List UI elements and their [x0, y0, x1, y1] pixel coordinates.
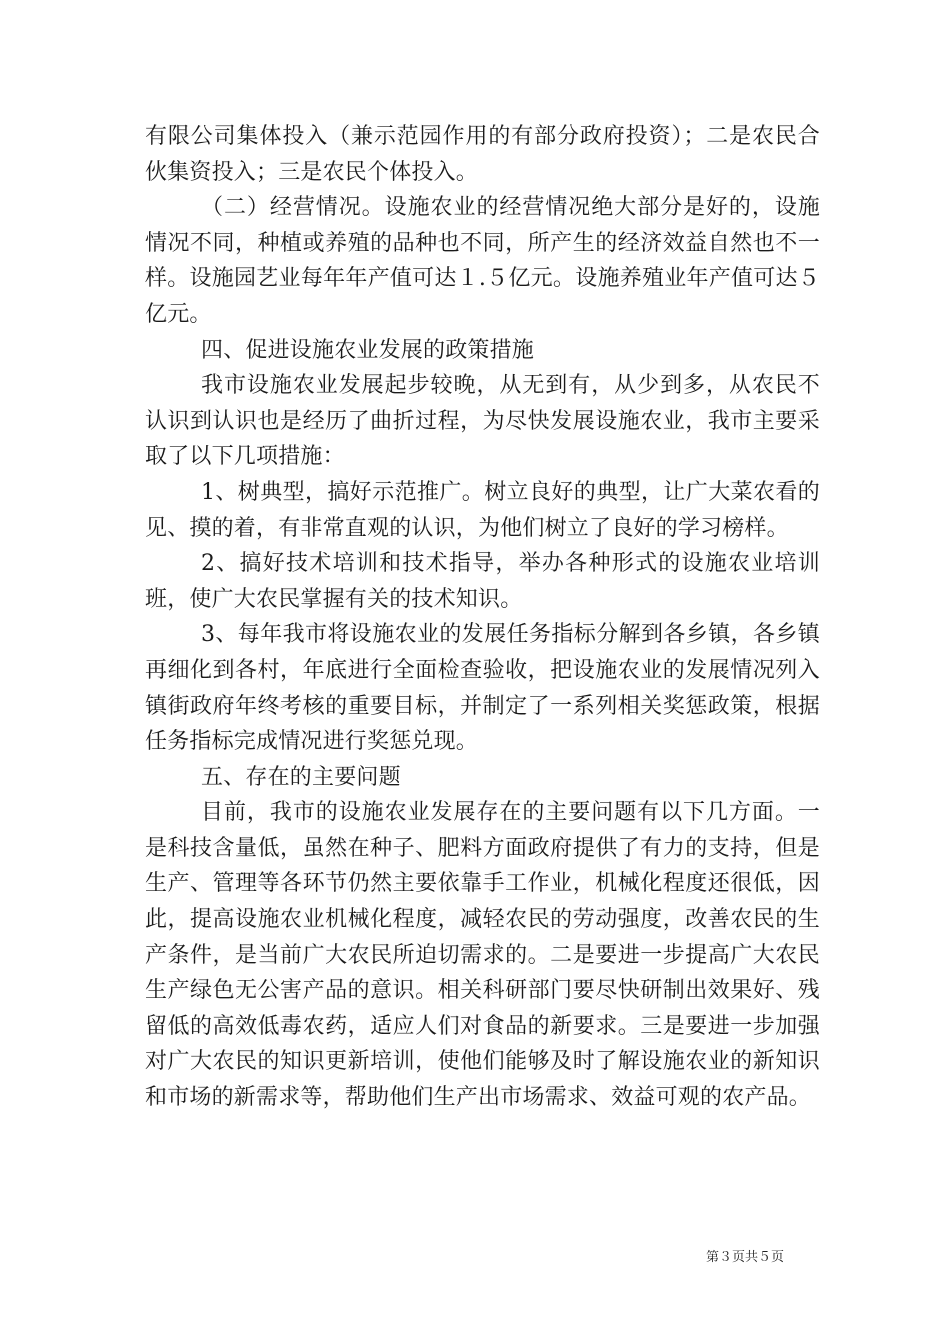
paragraph-measure-2: 2、搞好技术培训和技术指导，举办各种形式的设施农业培训班，使广大农民掌握有关的技术知识。: [145, 551, 820, 612]
paragraph-investment-continued: 有限公司集体投入（兼示范园作用的有部分政府投资）；二是农民合伙集资投入；三是农民个体投入。: [145, 124, 820, 185]
paragraph-main-problems: 目前，我市的设施农业发展存在的主要问题有以下几方面。一是科技含量低，虽然在种子、肥料方面政府提供了有力的支持，但是生产、管理等各环节仍然主要依靠手工作业，机械化程度还很低，因此，提高设施农业机械化程度，减轻农民的劳动强度，改善农民的生产条件，是当前广大农民所迫切需求的。二是要进一步提高广大农民生产绿色无公害产品的意识。相关科研部门要尽快研制出效果好、残留低的高效低毒农药，适应人们对食品的新要求。三是要进一步加强对广大农民的知识更新培训，使他们能够及时了解设施农业的新知识和市场的新需求等，帮助他们生产出市场需求、效益可观的农产品。: [145, 800, 820, 1111]
section-heading-policy-measures: 四、促进设施农业发展的政策措施: [201, 337, 535, 363]
document-body: [145, 119, 820, 1116]
section-heading-main-problems: 五、存在的主要问题: [201, 764, 401, 790]
paragraph-operation-status: （二）经营情况。设施农业的经营情况绝大部分是好的，设施情况不同，种植或养殖的品种也不同，所产生的经济效益自然也不一样。设施园艺业每年年产值可达１.５亿元。设施养殖业年产值可达５亿元。: [145, 195, 820, 327]
paragraph-measure-3: 3、每年我市将设施农业的发展任务指标分解到各乡镇，各乡镇再细化到各村，年底进行全面检查验收，把设施农业的发展情况列入镇街政府年终考核的重要目标，并制定了一系列相关奖惩政策，根据任务指标完成情况进行奖惩兑现。: [145, 622, 820, 755]
paragraph-policy-intro: 我市设施农业发展起步较晚，从无到有，从少到多，从农民不认识到认识也是经历了曲折过程，为尽快发展设施农业，我市主要采取了以下几项措施：: [145, 373, 820, 470]
page-number: 第３页共５页: [706, 1250, 785, 1265]
paragraph-measure-1: 1、树典型，搞好示范推广。树立良好的典型，让广大菜农看的见、摸的着，有非常直观的认识，为他们树立了良好的学习榜样。: [145, 479, 820, 541]
